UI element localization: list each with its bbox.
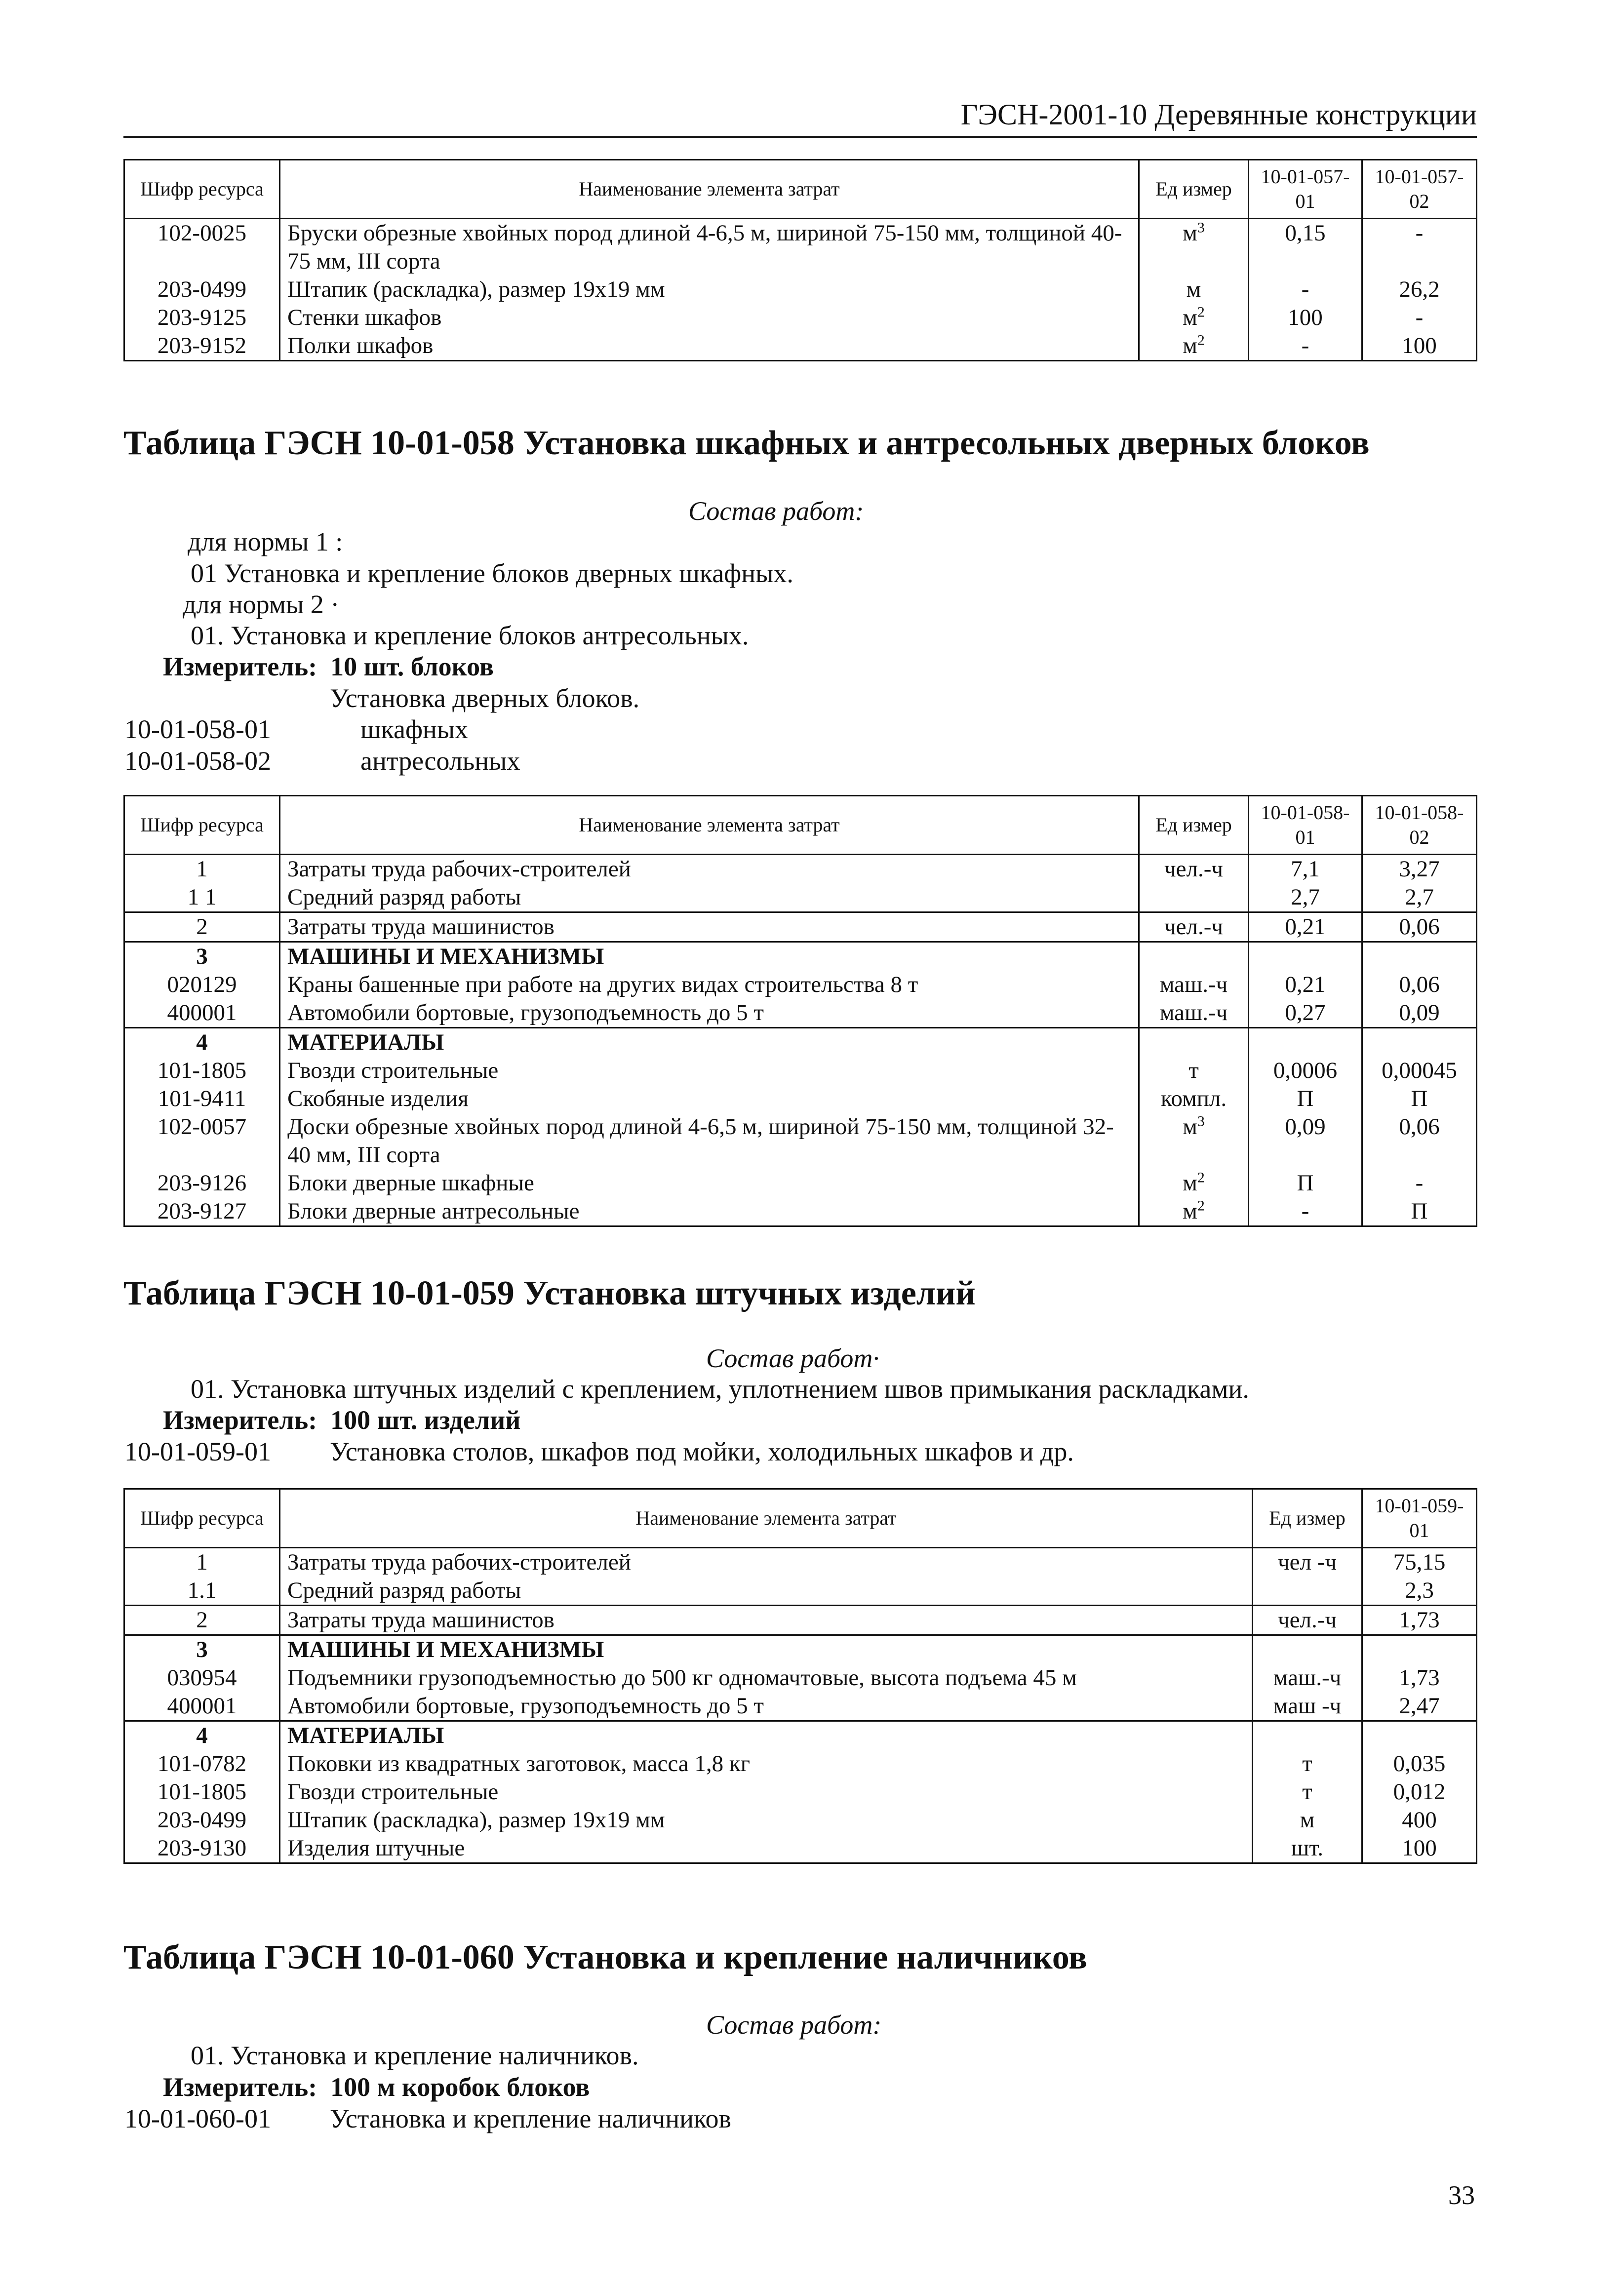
cell-unit: [1253, 1721, 1362, 1750]
cell-code: 102-0057: [124, 1113, 280, 1169]
cell-code: 400001: [124, 999, 280, 1028]
table-row: [124, 999, 1477, 1028]
table-row: [124, 332, 1477, 361]
table-header-row: [124, 160, 1477, 219]
cell-name: МАТЕРИАЛЫ: [280, 1721, 1253, 1750]
cell-code: 203-9126: [124, 1169, 280, 1197]
cell-norm2: [1362, 942, 1477, 971]
table-row: [124, 1169, 1477, 1197]
cell-norm1: 0,27: [1249, 999, 1362, 1028]
col-code-header: Шифр ресурса: [124, 796, 280, 855]
norm-code: 10-01-059-01: [124, 1437, 271, 1466]
cell-unit: т: [1253, 1778, 1362, 1806]
work-item: 01 Установка и крепление блоков дверных шкафных.: [191, 558, 793, 588]
cell-code: 203-9130: [124, 1834, 280, 1863]
cell-unit: [1139, 883, 1249, 912]
cell-unit: компл.: [1139, 1085, 1249, 1113]
cell-name: Средний разряд работы: [280, 1577, 1253, 1606]
cell-unit: шт.: [1253, 1834, 1362, 1863]
cell-code: 203-9127: [124, 1197, 280, 1226]
col-name-header: Наименование элемента затрат: [280, 1489, 1253, 1548]
cell-norm2: 0,06: [1362, 971, 1477, 999]
running-header: ГЭСН-2001-10 Деревянные конструкции: [960, 98, 1477, 131]
cell-unit: $м^3$: [1139, 219, 1249, 276]
cell-norm1: П: [1249, 1169, 1362, 1197]
cell-norm1: 0,09: [1249, 1113, 1362, 1169]
section-title-060: Таблица ГЭСН 10-01-060 Установка и крепление наличников: [123, 1938, 1087, 1976]
cell-code: 1.1: [124, 1577, 280, 1606]
cell-code: 030954: [124, 1664, 280, 1692]
table-row: [124, 1750, 1477, 1778]
cell-unit: $м^3$: [1139, 1113, 1249, 1169]
norm-group-label: Установка дверных блоков.: [330, 683, 640, 713]
cell-name: Штапик (раскладка), размер 19х19 мм: [280, 1806, 1253, 1834]
cell-code: 2: [124, 912, 280, 942]
table-059: [123, 1488, 1477, 1864]
cell-norm1: 0,0006: [1249, 1057, 1362, 1085]
work-composition-label: Состав работ:: [706, 2010, 882, 2040]
cell-norm2: П: [1362, 1197, 1477, 1226]
cell-code: 101-0782: [124, 1750, 280, 1778]
cell-norm2: 100: [1362, 332, 1477, 361]
norm-name: шкафных: [360, 714, 469, 744]
table-row: [124, 1085, 1477, 1113]
cell-name: Стенки шкафов: [280, 304, 1139, 332]
cell-unit: $м^2$: [1139, 332, 1249, 361]
cell-code: 1: [124, 1548, 280, 1577]
table-row: [124, 971, 1477, 999]
cell-name: Затраты труда машинистов: [280, 912, 1139, 942]
cell-name: Автомобили бортовые, грузоподъемность до 5 т: [280, 1692, 1253, 1721]
section-title-058: Таблица ГЭСН 10-01-058 Установка шкафных и антресольных дверных блоков: [123, 424, 1370, 462]
cell-norm2: 0,00045: [1362, 1057, 1477, 1085]
cell-norm1: -: [1249, 276, 1362, 304]
cell-norm2: [1362, 1028, 1477, 1057]
cell-norm2: -: [1362, 1169, 1477, 1197]
cell-code: 101-1805: [124, 1778, 280, 1806]
cell-name: Поковки из квадратных заготовок, масса 1,8 кг: [280, 1750, 1253, 1778]
cell-norm2: 0,09: [1362, 999, 1477, 1028]
table-header-row: [124, 796, 1477, 855]
table-header-row: [124, 1489, 1477, 1548]
table-row: [124, 219, 1477, 276]
cell-name: Гвозди строительные: [280, 1057, 1139, 1085]
cell-norm1: 2,3: [1362, 1577, 1477, 1606]
cell-unit: [1139, 1028, 1249, 1057]
table-row: [124, 1664, 1477, 1692]
cell-name: Изделия штучные: [280, 1834, 1253, 1863]
norm-note: для нормы 1 :: [188, 527, 343, 556]
cell-norm1: 75,15: [1362, 1548, 1477, 1577]
cell-name: Затраты труда рабочих-строителей: [280, 855, 1139, 884]
table-row: [124, 1806, 1477, 1834]
cell-code: 3: [124, 942, 280, 971]
cell-code: 020129: [124, 971, 280, 999]
col-name-header: Наименование элемента затрат: [280, 160, 1139, 219]
cell-norm2: 26,2: [1362, 276, 1477, 304]
norm-name: антресольных: [360, 746, 520, 776]
cell-code: 203-9125: [124, 304, 280, 332]
cell-norm1: [1249, 942, 1362, 971]
cell-name: Затраты труда рабочих-строителей: [280, 1548, 1253, 1577]
col-unit-header: Ед измер: [1139, 796, 1249, 855]
cell-name: Бруски обрезные хвойных пород длиной 4-6,5 м, шириной 75-150 мм, толщиной 40-75 мм, III сорта: [280, 219, 1139, 276]
cell-norm1: 100: [1249, 304, 1362, 332]
col-norm1-header: 10-01-059-01: [1362, 1489, 1477, 1548]
col-norm2-header: 10-01-058-02: [1362, 796, 1477, 855]
cell-norm1: 100: [1362, 1834, 1477, 1863]
cell-norm2: 0,06: [1362, 912, 1477, 942]
col-unit-header: Ед измер: [1253, 1489, 1362, 1548]
cell-code: 101-9411: [124, 1085, 280, 1113]
cell-name: Средний разряд работы: [280, 883, 1139, 912]
norm-code: 10-01-060-01: [124, 2104, 271, 2133]
cell-unit: чел -ч: [1253, 1548, 1362, 1577]
cell-unit: чел.-ч: [1139, 912, 1249, 942]
col-norm2-header: 10-01-057-02: [1362, 160, 1477, 219]
cell-name: Доски обрезные хвойных пород длиной 4-6,5 м, шириной 75-150 мм, толщиной 32-40 мм, III сорта: [280, 1113, 1139, 1169]
table-057: [123, 159, 1477, 361]
cell-unit: чел.-ч: [1139, 855, 1249, 884]
table-row: [124, 1778, 1477, 1806]
cell-norm2: 3,27: [1362, 855, 1477, 884]
norm-note: для нормы 2 ·: [183, 590, 340, 619]
cell-code: 1 1: [124, 883, 280, 912]
cell-unit: маш.-ч: [1253, 1664, 1362, 1692]
cell-norm1: 7,1: [1249, 855, 1362, 884]
table-row: [124, 1606, 1477, 1635]
cell-norm1: 0,012: [1362, 1778, 1477, 1806]
cell-norm2: -: [1362, 219, 1477, 276]
section-title-059: Таблица ГЭСН 10-01-059 Установка штучных изделий: [123, 1274, 976, 1312]
cell-norm1: П: [1249, 1085, 1362, 1113]
cell-unit: маш.-ч: [1139, 999, 1249, 1028]
cell-unit: [1253, 1635, 1362, 1664]
measure-line: Измеритель: 100 м коробок блоков: [163, 2072, 590, 2102]
cell-norm1: 0,035: [1362, 1750, 1477, 1778]
cell-norm1: 2,7: [1249, 883, 1362, 912]
cell-name: МАШИНЫ И МЕХАНИЗМЫ: [280, 942, 1139, 971]
page-number: 33: [1448, 2180, 1475, 2210]
cell-unit: [1253, 1577, 1362, 1606]
work-item: 01. Установка и крепление блоков антресольных.: [191, 621, 749, 650]
table-row: [124, 855, 1477, 884]
col-unit-header: Ед измер: [1139, 160, 1249, 219]
cell-norm1: 2,47: [1362, 1692, 1477, 1721]
cell-code: 203-0499: [124, 276, 280, 304]
cell-unit: м: [1253, 1806, 1362, 1834]
cell-unit: $м^2$: [1139, 1197, 1249, 1226]
table-row: [124, 1028, 1477, 1057]
cell-norm2: -: [1362, 304, 1477, 332]
cell-norm1: [1362, 1635, 1477, 1664]
table-row: [124, 276, 1477, 304]
work-item: 01. Установка и крепление наличников.: [191, 2041, 639, 2070]
table-row: [124, 304, 1477, 332]
cell-unit: чел.-ч: [1253, 1606, 1362, 1635]
cell-name: Гвозди строительные: [280, 1778, 1253, 1806]
norm-name: Установка и крепление наличников: [330, 2104, 732, 2133]
cell-norm2: П: [1362, 1085, 1477, 1113]
cell-norm1: 1,73: [1362, 1606, 1477, 1635]
measure-line: Измеритель: 10 шт. блоков: [163, 652, 494, 681]
cell-code: 1: [124, 855, 280, 884]
norm-code: 10-01-058-01: [124, 714, 271, 744]
cell-code: 4: [124, 1721, 280, 1750]
col-code-header: Шифр ресурса: [124, 1489, 280, 1548]
table-058: [123, 795, 1477, 1227]
measure-line: Измеритель: 100 шт. изделий: [163, 1405, 521, 1435]
cell-unit: $м^2$: [1139, 1169, 1249, 1197]
cell-norm1: -: [1249, 332, 1362, 361]
table-row: [124, 1834, 1477, 1863]
cell-unit: [1139, 942, 1249, 971]
cell-name: Блоки дверные шкафные: [280, 1169, 1139, 1197]
cell-code: 203-9152: [124, 332, 280, 361]
cell-name: Скобяные изделия: [280, 1085, 1139, 1113]
col-norm1-header: 10-01-057-01: [1249, 160, 1362, 219]
cell-norm1: -: [1249, 1197, 1362, 1226]
table-row: [124, 1721, 1477, 1750]
cell-name: Штапик (раскладка), размер 19х19 мм: [280, 276, 1139, 304]
cell-unit: маш.-ч: [1139, 971, 1249, 999]
table-row: [124, 912, 1477, 942]
cell-code: 203-0499: [124, 1806, 280, 1834]
cell-name: Автомобили бортовые, грузоподъемность до 5 т: [280, 999, 1139, 1028]
cell-code: 400001: [124, 1692, 280, 1721]
cell-norm1: [1249, 1028, 1362, 1057]
table-row: [124, 1548, 1477, 1577]
norm-name: Установка столов, шкафов под мойки, холодильных шкафов и др.: [330, 1437, 1074, 1466]
cell-unit: м: [1139, 276, 1249, 304]
table-row: [124, 942, 1477, 971]
cell-norm1: 1,73: [1362, 1664, 1477, 1692]
cell-name: Краны башенные при работе на других видах строительства 8 т: [280, 971, 1139, 999]
cell-name: Блоки дверные антресольные: [280, 1197, 1139, 1226]
norm-code: 10-01-058-02: [124, 746, 271, 776]
work-composition-label: Состав работ:: [688, 496, 864, 526]
col-code-header: Шифр ресурса: [124, 160, 280, 219]
cell-name: Полки шкафов: [280, 332, 1139, 361]
col-name-header: Наименование элемента затрат: [280, 796, 1139, 855]
cell-norm1: 0,21: [1249, 912, 1362, 942]
cell-norm2: 0,06: [1362, 1113, 1477, 1169]
work-composition-label: Состав работ·: [706, 1343, 879, 1373]
table-row: [124, 1577, 1477, 1606]
cell-name: Затраты труда машинистов: [280, 1606, 1253, 1635]
cell-unit: т: [1139, 1057, 1249, 1085]
table-row: [124, 1692, 1477, 1721]
table-row: [124, 883, 1477, 912]
table-row: [124, 1057, 1477, 1085]
cell-norm1: [1362, 1721, 1477, 1750]
cell-norm2: 2,7: [1362, 883, 1477, 912]
cell-name: МАШИНЫ И МЕХАНИЗМЫ: [280, 1635, 1253, 1664]
cell-code: 4: [124, 1028, 280, 1057]
cell-code: 3: [124, 1635, 280, 1664]
cell-norm1: 0,21: [1249, 971, 1362, 999]
cell-code: 2: [124, 1606, 280, 1635]
cell-code: 102-0025: [124, 219, 280, 276]
cell-code: 101-1805: [124, 1057, 280, 1085]
cell-unit: т: [1253, 1750, 1362, 1778]
cell-unit: маш -ч: [1253, 1692, 1362, 1721]
cell-norm1: 400: [1362, 1806, 1477, 1834]
cell-norm1: 0,15: [1249, 219, 1362, 276]
cell-name: МАТЕРИАЛЫ: [280, 1028, 1139, 1057]
cell-name: Подъемники грузоподъемностью до 500 кг одномачтовые, высота подъема 45 м: [280, 1664, 1253, 1692]
table-row: [124, 1113, 1477, 1169]
table-row: [124, 1635, 1477, 1664]
table-row: [124, 1197, 1477, 1226]
cell-unit: $м^2$: [1139, 304, 1249, 332]
work-item: 01. Установка штучных изделий с креплением, уплотнением швов примыкания раскладками.: [191, 1374, 1249, 1404]
header-rule: [123, 136, 1477, 138]
col-norm1-header: 10-01-058-01: [1249, 796, 1362, 855]
